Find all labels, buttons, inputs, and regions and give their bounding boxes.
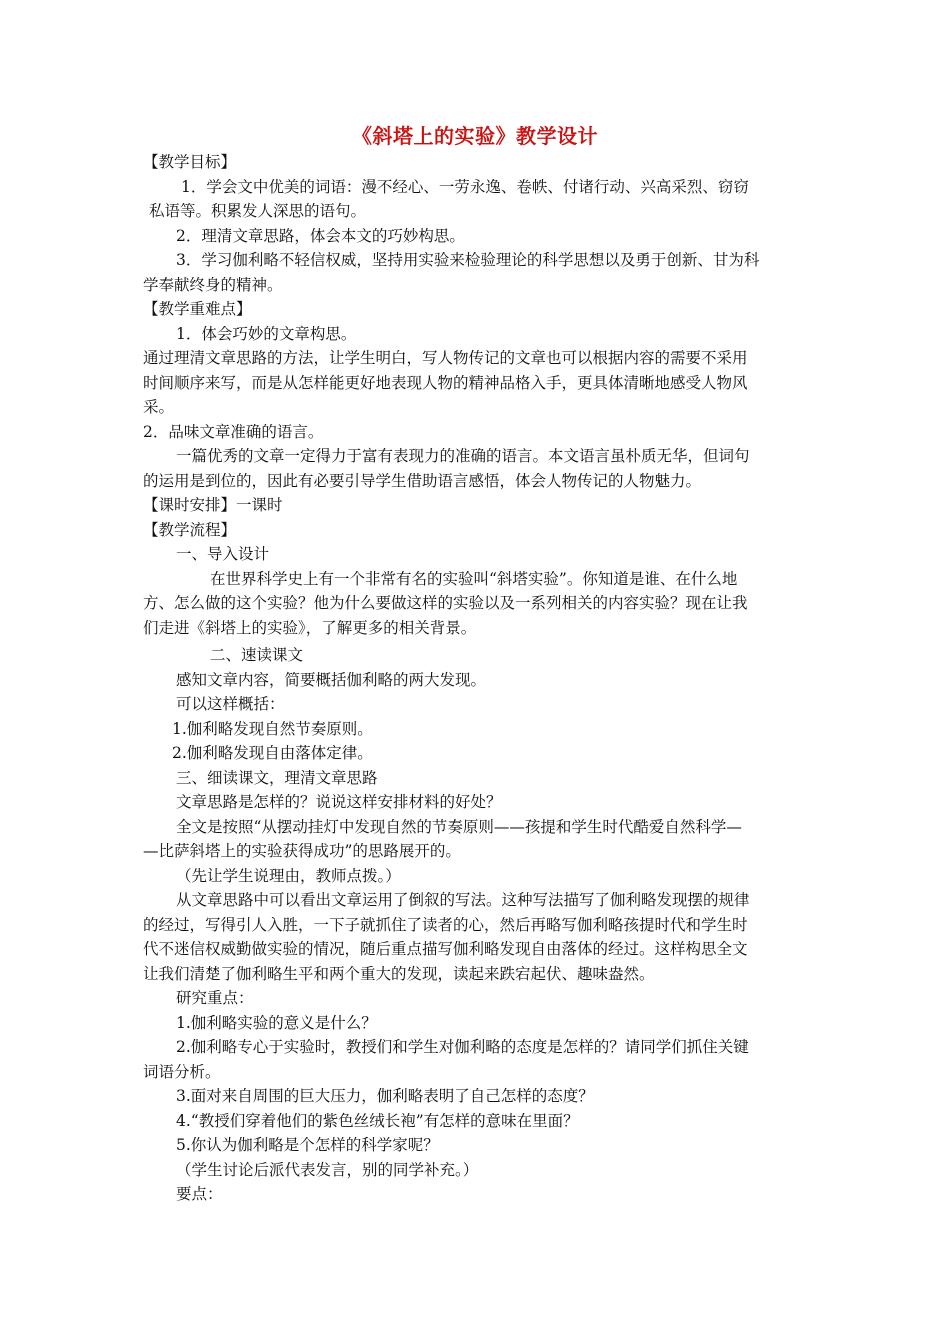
paragraph-line: 2．品味文章准确的语言。 — [143, 423, 324, 441]
section-heading: 二、速读课文 — [210, 646, 304, 664]
paragraph-line: 们走进《斜塔上的实验》，了解更多的相关背景。 — [143, 619, 477, 637]
heading-process: 【教学流程】 — [143, 521, 237, 539]
paragraph-line: 研究重点： — [176, 989, 254, 1007]
paragraph-line: （先让学生说理由，教师点拨。） — [176, 867, 401, 885]
paragraph-line: 全文是按照“从摆动挂灯中发现自然的节奏原则——孩提和学生时代酷爱自然科学— — [176, 818, 742, 836]
paragraph-line: 私语等。积累发人深思的语句。 — [149, 202, 367, 220]
paragraph-line: 学奉献终身的精神。 — [143, 276, 283, 294]
paragraph-line: （学生讨论后派代表发言，别的同学补充。） — [176, 1161, 479, 1179]
list-item: 2.伽利略专心于实验时，教授们和学生对伽利略的态度是怎样的？请同学们抓住关键 — [176, 1038, 749, 1056]
paragraph-line: 感知文章内容，简要概括伽利略的两大发现。 — [176, 671, 487, 689]
list-item: 1.伽利略实验的意义是什么？ — [176, 1014, 377, 1032]
heading-objectives: 【教学目标】 — [143, 153, 237, 171]
paragraph-line: 一篇优秀的文章一定得力于富有表现力的准确的语言。本文语言虽朴质无华，但词句 — [176, 447, 750, 465]
paragraph-line: 2．理清文章思路，体会本文的巧妙构思。 — [176, 227, 465, 245]
section-heading: 一、导入设计 — [176, 545, 270, 563]
paragraph-line: 的运用是到位的，因此有必要引导学生借助语言感悟，体会人物传记的人物魅力。 — [143, 472, 702, 490]
paragraph-line: —比萨斜塔上的实验获得成功”的思路展开的。 — [143, 842, 461, 860]
list-item: 5.你认为伽利略是个怎样的科学家呢？ — [176, 1136, 439, 1154]
paragraph-line: 采。 — [143, 398, 175, 416]
list-item: 2.伽利略发现自由落体定律。 — [172, 744, 373, 762]
paragraph-line: 通过理清文章思路的方法，让学生明白，写人物传记的文章也可以根据内容的需要不采用 — [143, 349, 748, 367]
list-item: 4.“教授们穿着他们的紫色丝绒长袍”有怎样的意味在里面？ — [176, 1112, 579, 1130]
paragraph-line: 1．学会文中优美的词语：漫不经心、一劳永逸、卷帙、付诸行动、兴高采烈、窃窃 — [181, 178, 749, 196]
paragraph-line: 要点： — [176, 1185, 223, 1203]
paragraph-line: 1．体会巧妙的文章构思。 — [176, 325, 357, 343]
paragraph-line: 从文章思路中可以看出文章运用了倒叙的写法。这种写法描写了伽利略发现摆的规律 — [176, 891, 750, 909]
section-heading: 三、细读课文，理清文章思路 — [176, 769, 378, 787]
paragraph-line: 代不迷信权威勤做实验的情况，随后重点描写伽利略发现自由落体的经过。这样构思全文 — [143, 940, 748, 958]
paragraph-line: 3．学习伽利略不轻信权威，坚持用实验来检验理论的科学思想以及勇于创新、甘为科 — [176, 251, 760, 269]
heading-key-points: 【教学重难点】 — [143, 300, 252, 318]
paragraph-line: 文章思路是怎样的？说说这样安排材料的好处？ — [176, 793, 502, 811]
paragraph-line: 可以这样概括： — [176, 695, 285, 713]
paragraph-line: 在世界科学史上有一个非常有名的实验叫“斜塔实验”。你知道是谁、在什么地 — [210, 570, 738, 588]
document-title: 《斜塔上的实验》教学设计 — [352, 124, 598, 148]
paragraph-line: 的经过，写得引人入胜，一下子就抓住了读者的心，然后再略写伽利略孩提时代和学生时 — [143, 916, 748, 934]
paragraph-line: 时间顺序来写，而是从怎样能更好地表现人物的精神品格入手，更具体清晰地感受人物风 — [143, 374, 748, 392]
list-item: 1.伽利略发现自然节奏原则。 — [172, 720, 373, 738]
paragraph-line: 让我们清楚了伽利略生平和两个重大的发现，读起来跌宕起伏、趣味盎然。 — [143, 965, 655, 983]
list-item: 3.面对来自周围的巨大压力，伽利略表明了自己怎样的态度？ — [176, 1087, 594, 1105]
paragraph-line: 方、怎么做的这个实验？他为什么要做这样的实验以及一系列相关的内容实验？现在让我 — [143, 594, 748, 612]
paragraph-line: 词语分析。 — [143, 1063, 221, 1081]
heading-schedule: 【课时安排】一课时 — [143, 496, 283, 514]
